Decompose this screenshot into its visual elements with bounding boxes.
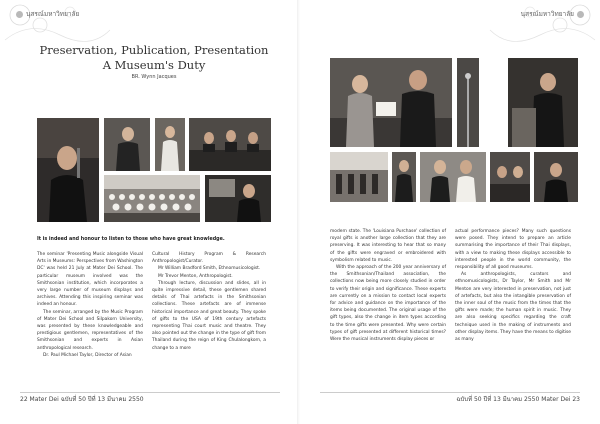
photo-speaker-lectern	[508, 58, 578, 147]
header-badge-icon	[16, 11, 23, 18]
paragraph: Dr. Paul Michael Taylor, Director of Asian	[43, 352, 132, 358]
right-page-column-1	[330, 228, 446, 343]
header-badge-icon	[577, 11, 584, 18]
footer-rule	[320, 392, 580, 393]
photo-caption: It is indeed and honour to listen to those who have great knowledge.	[37, 237, 225, 242]
photo-presenter-speaking	[37, 118, 99, 222]
right-page-column-2	[455, 228, 571, 343]
footer-rule	[20, 392, 280, 393]
photo-audience	[104, 175, 200, 222]
photo-stage-performance	[330, 152, 388, 202]
running-header: นุสรณ์มหาวิทยาลัย	[16, 9, 79, 19]
photo-woman-standing	[155, 118, 185, 171]
paragraph: Cultural History Program & Research Anthropologist/Curator.	[152, 252, 266, 265]
paragraph: As anthropologists, curators and ethnomusicologists, Dr Taylor, Mr Smith and Mr Menton are very interested in preservation, not just of artefacts, but also the intangible preservation of the inner soul of the music from the times that the gifts were made; the human spirit in music. They are also seeking specifics regarding the craft technique used in the making of instruments and other display items. They have the means to digitise as many	[455, 272, 571, 343]
photo-award-presentation	[330, 58, 452, 147]
page-footer-right: ฉบับที่ 50 ปีที่ 13 มีนาคม 2550 Mater Dei 23	[456, 396, 580, 403]
page-footer-left: 22 Mater Dei ฉบับที่ 50 ปีที่ 13 มีนาคม 2550	[20, 396, 144, 403]
photo-panel-table	[189, 118, 271, 171]
paragraph: The seminar, arranged by the Music Program of Mater Dei School and Silpakorn University, was presented by these knowledgeable and prestigious gentlemen, representatives of the Smithsonian and experts in Asian anthropological research.	[37, 309, 143, 351]
paragraph: actual performance pieces? Many such questions were posed. They intend to prepare an article summarising the importance of their Thai displays, with a view to making these displays accessible to interested people in the world community, the responsibility of all good museums.	[455, 229, 571, 271]
paragraph: Mr Trevor Menton, Anthropologist.	[158, 273, 233, 279]
byline: BR. Wynn Jacques	[131, 74, 177, 80]
paragraph: With the approach of the 200 year anniversary of the Smithsonian/Thailand association, the collections now being more closely studied in order to verify their origin and significance. These experts are currently on a mission to contact local experts for advice and guidance on the importance of the items being documented. The original usage of the gift types, also the change in item types according to the time gifts were presented. Why were certain types of gift presented at different historical times? Were the musical instruments display pieces or	[330, 265, 446, 343]
paragraph: Mr William Bradford Smith, Ethnomusicologist.	[158, 266, 261, 272]
left-page-column-2	[152, 251, 266, 352]
article-title: Preservation, Publication, Presentation A Museum's Duty	[39, 43, 269, 72]
right-page	[300, 0, 600, 424]
photo-panel-discussion	[534, 152, 578, 202]
paragraph: modern state. The 'Louisiana Purchase' collection of royal gifts is another large collection that they are preserving. It was interesting to hear that so many of the gifts were engraved or embroidered with symbolism related to music.	[330, 229, 446, 263]
left-page-column-1	[37, 251, 143, 359]
photo-speaker-podium	[104, 118, 150, 171]
paragraph: The seminar 'Presenting Music alongside Visual Arts in Museums: Perspectives from Washington DC' was held 21 July at Mater Dei School. The particular museum involved was the Smithsonian institution, which incorporates a very large number of museum displays and archives. Attending this inspiring seminar was indeed an honour.	[37, 252, 143, 308]
photo-microphone-stand	[457, 58, 479, 147]
photo-presenter-screen	[205, 175, 271, 222]
photo-gift-exchange	[420, 152, 486, 202]
photo-guest-portrait	[392, 152, 416, 202]
photo-seated-guests	[490, 152, 530, 202]
running-header: นุสรณ์มหาวิทยาลัย	[521, 9, 584, 19]
paragraph: Through lecture, discussion and slides, all in quite impressive detail, these gentlemen shared details of Thai artefacts in the Smithsonian collections. These artefacts are of immense historical importance and great beauty. They spoke of gifts to the USA of 19th century artefacts representing Thai court music and theatre. They also pointed out the change in the type of gift from Thailand during the reign of King Chulalongkorn, a change to a more	[152, 280, 266, 351]
